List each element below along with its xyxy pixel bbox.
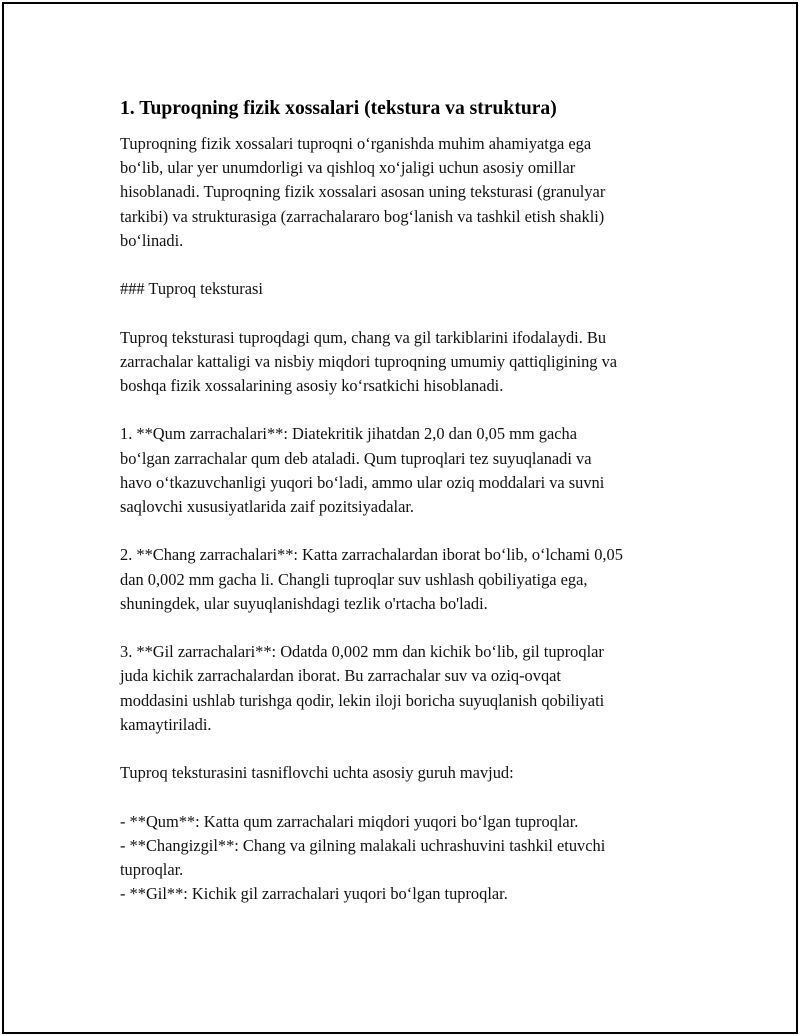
bullet-line: - **Gil**: Kichik gil zarrachalari yuqori bo‘lgan tuproqlar. (120, 884, 508, 904)
text-line: boshqa fizik xossalarining asosiy ko‘rsatkichi hisoblanadi. (120, 376, 504, 395)
document-body (120, 96, 700, 931)
bullet-line: - **Changizgil**: Chang va gilning malakali uchrashuvini tashkil etuvchi (120, 835, 606, 855)
intro-paragraph (120, 132, 700, 253)
text-line: bo‘lib, ular yer unumdorligi va qishloq xo‘jaligi uchun asosiy omillar (120, 158, 576, 178)
text-line: dan 0,002 mm gacha li. Changli tuproqlar suv ushlash qobiliyatiga ega, (120, 569, 588, 589)
list-item-clay (120, 640, 700, 737)
text-line: hisoblanadi. Tuproqning fizik xossalari asosan uning teksturasi (granulyar (120, 182, 606, 202)
bullet-line: - **Qum**: Katta qum zarrachalari miqdori yuqori bo‘lgan tuproqlar. (120, 811, 579, 831)
text-line: 2. **Chang zarrachalari**: Katta zarrachalardan iborat bo‘lib, o‘lchami 0,05 (120, 545, 623, 565)
texture-paragraph (120, 326, 700, 399)
text-line: shuningdek, ular suyuqlanishdagi tezlik o'rtacha bo'ladi. (120, 593, 488, 613)
text-line: zarrachalar kattaligi va nisbiy miqdori tuproqning umumiy qattiqligining va (120, 351, 618, 371)
text-line: 3. **Gil zarrachalari**: Odatda 0,002 mm dan kichik bo‘lib, gil tuproqlar (120, 642, 604, 662)
text-line: bo‘linadi. (120, 230, 184, 250)
groups-intro-paragraph (120, 761, 700, 785)
text-line: juda kichik zarrachalardan iborat. Bu zarrachalar suv va oziq-ovqat (120, 666, 561, 686)
text-line: tarkibi) va strukturasiga (zarrachalararo bog‘lanish va tashkil etish shakli) (120, 206, 605, 226)
text-line: Tuproq teksturasi tuproqdagi qum, chang va gil tarkiblarini ifodalaydi. Bu (120, 327, 607, 347)
bullet-line: tuproqlar. (120, 859, 184, 879)
text-line: bo‘lgan zarrachalar qum deb ataladi. Qum tuproqlari tez suyuqlanadi va (120, 448, 592, 468)
document-page (2, 2, 798, 1034)
list-item-silt (120, 543, 700, 616)
groups-list (120, 810, 700, 907)
text-line: kamaytiriladi. (120, 714, 212, 734)
text-line: 1. **Qum zarrachalari**: Diatekritik jihatdan 2,0 dan 0,05 mm gacha (120, 424, 577, 444)
section-title: 1. Tuproqning fizik xossalari (tekstura va struktura) (120, 98, 557, 119)
text-line: Tuproq teksturasini tasniflovchi uchta asosiy guruh mavjud: (120, 763, 514, 783)
text-line: havo o‘tkazuvchanligi yuqori bo‘ladi, ammo ular oziq moddalari va suvni (120, 472, 605, 492)
list-item-sand (120, 422, 700, 519)
subheading-text: ### Tuproq teksturasi (120, 279, 263, 299)
text-line: moddasini ushlab turishga qodir, lekin iloji boricha suyuqlanish qobiliyati (120, 690, 605, 710)
text-line: saqlovchi xususiyatlarida zaif pozitsiyadalar. (120, 497, 415, 516)
text-line: Tuproqning fizik xossalari tuproqni o‘rganishda muhim ahamiyatga ega (120, 134, 592, 153)
subheading-paragraph (120, 277, 700, 301)
